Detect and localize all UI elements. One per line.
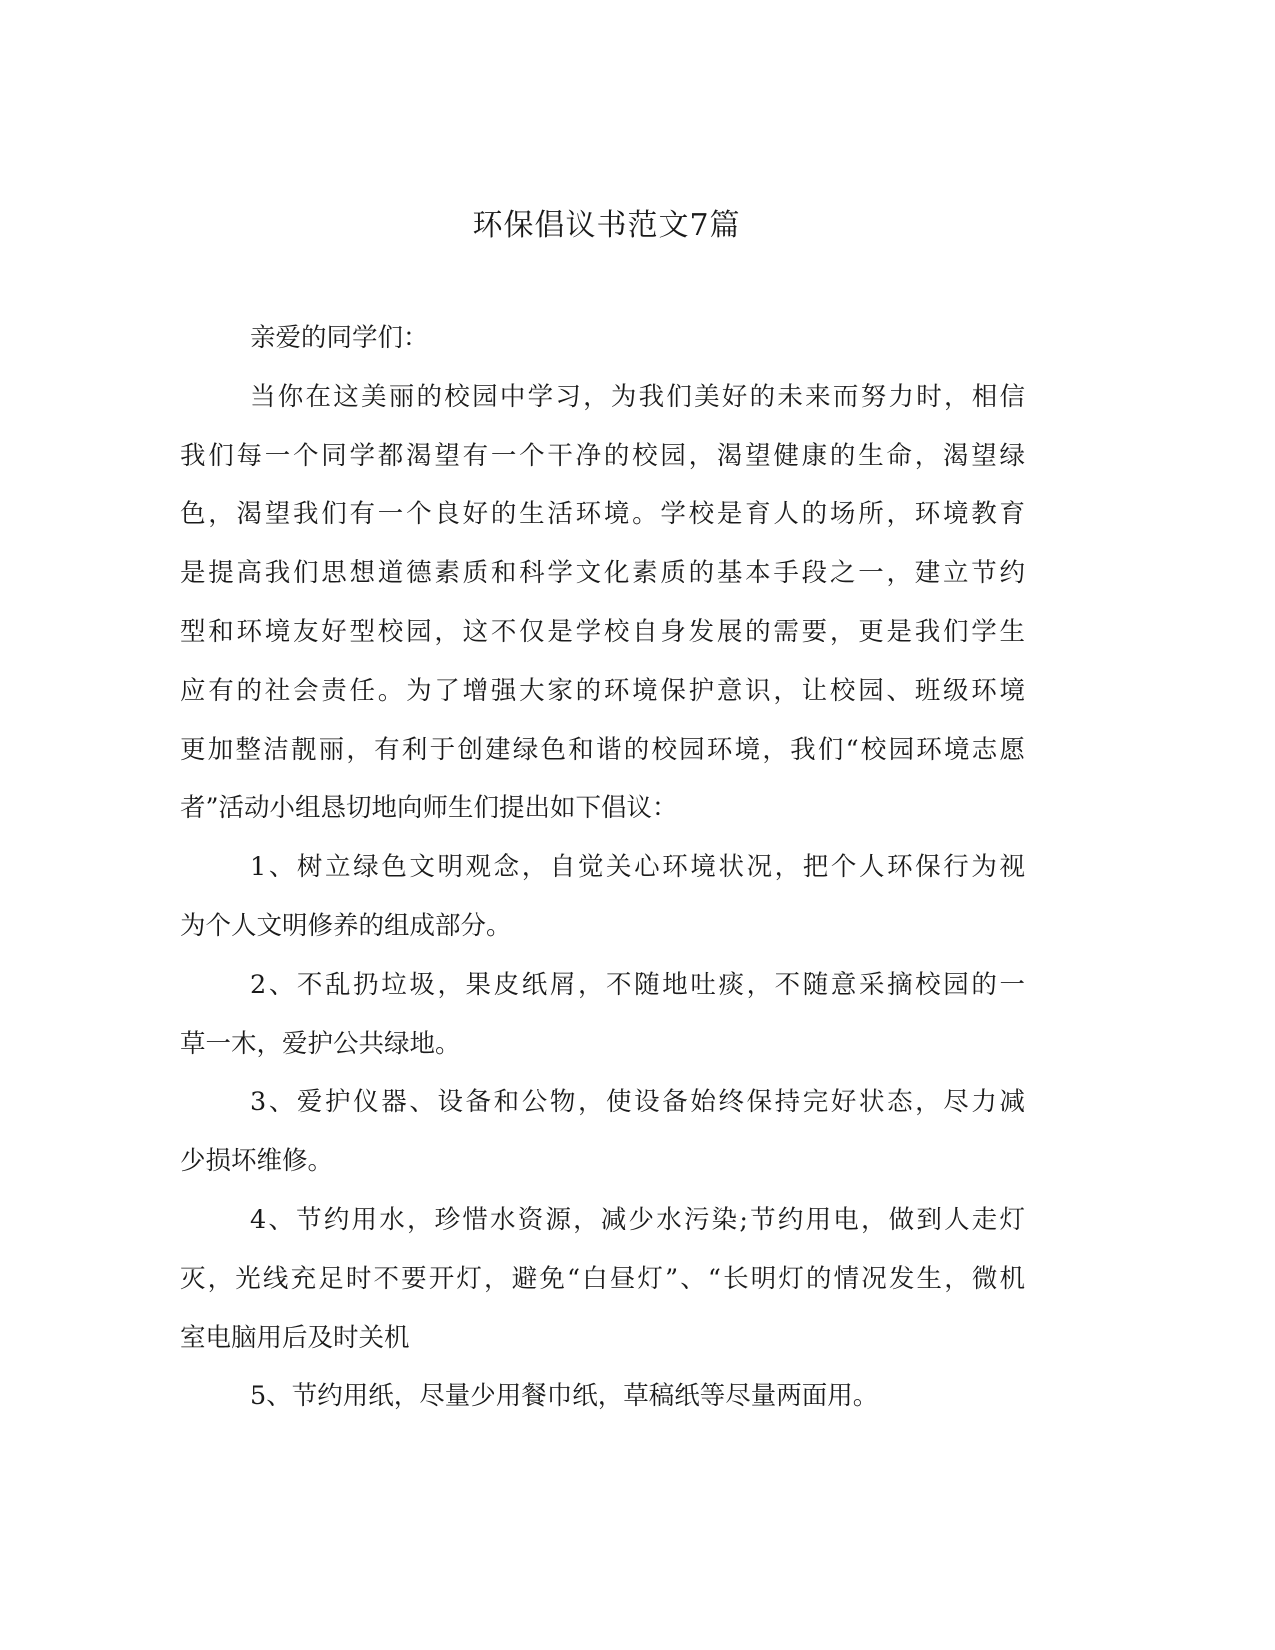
document-body	[180, 315, 1025, 1432]
document-title: 环保倡议书范文7篇	[472, 208, 741, 243]
paragraph-line: 1、树立绿色文明观念，自觉关心环境状况，把个人环保行为视	[250, 852, 1025, 883]
paragraph-line: 型和环境友好型校园，这不仅是学校自身发展的需要，更是我们学生	[180, 616, 1025, 647]
paragraph-line: 为个人文明修养的组成部分。	[180, 910, 512, 941]
paragraph	[180, 374, 1025, 844]
paragraph-line: 亲爱的同学们：	[250, 323, 429, 353]
paragraph-line: 5、节约用纸，尽量少用餐巾纸，草稿纸等尽量两面用。	[250, 1381, 879, 1412]
paragraph-line: 草一木，爱护公共绿地。	[180, 1028, 461, 1059]
paragraph-line: 应有的社会责任。为了增强大家的环境保护意识，让校园、班级环境	[180, 675, 1025, 706]
paragraph	[180, 962, 1025, 1080]
paragraph-line: 我们每一个同学都渴望有一个干净的校园，渴望健康的生命，渴望绿	[180, 440, 1025, 471]
paragraph	[180, 1079, 1025, 1197]
paragraph-line: 者”活动小组恳切地向师生们提出如下倡议：	[180, 793, 678, 824]
paragraph-line: 更加整洁靓丽，有利于创建绿色和谐的校园环境，我们“校园环境志愿	[180, 734, 1025, 765]
paragraph	[180, 1197, 1025, 1373]
paragraph	[180, 315, 1025, 374]
paragraph	[180, 844, 1025, 962]
paragraph-line: 灭，光线充足时不要开灯，避免“白昼灯”、“长明灯的情况发生，微机	[180, 1263, 1025, 1294]
paragraph-line: 3、爱护仪器、设备和公物，使设备始终保持完好状态，尽力减	[250, 1087, 1025, 1118]
paragraph-line: 4、节约用水，珍惜水资源，减少水污染;节约用电，做到人走灯	[250, 1204, 1025, 1235]
paragraph-line: 2、不乱扔垃圾，果皮纸屑，不随地吐痰，不随意采摘校园的一	[250, 969, 1025, 1000]
paragraph-line: 少损坏维修。	[180, 1146, 334, 1177]
paragraph-line: 当你在这美丽的校园中学习，为我们美好的未来而努力时，相信	[250, 381, 1025, 412]
paragraph-line: 室电脑用后及时关机	[180, 1322, 410, 1353]
paragraph-line: 是提高我们思想道德素质和科学文化素质的基本手段之一，建立节约	[180, 558, 1025, 589]
paragraph	[180, 1373, 1025, 1432]
paragraph-line: 色，渴望我们有一个良好的生活环境。学校是育人的场所，环境教育	[180, 499, 1025, 530]
